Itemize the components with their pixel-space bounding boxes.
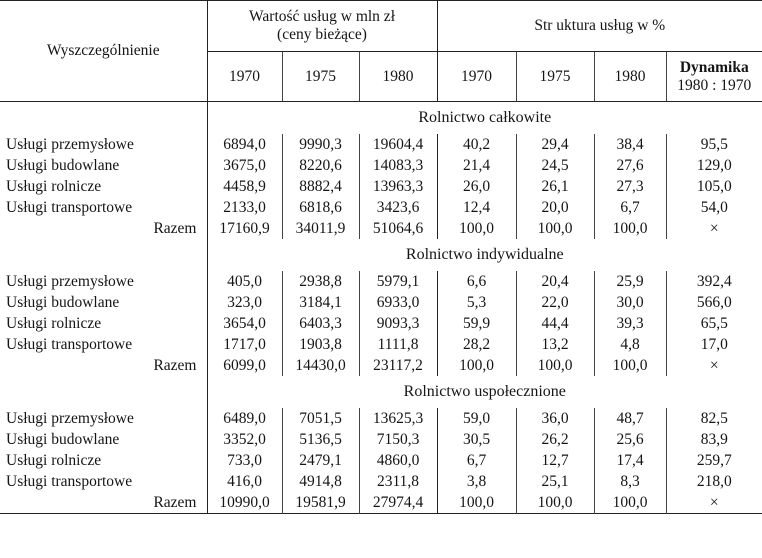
cell-s1970: 6,6 xyxy=(437,271,516,292)
section-label-spacer xyxy=(0,239,207,271)
cell-dyn: × xyxy=(666,355,762,376)
cell-v1975: 6403,3 xyxy=(282,313,359,334)
section-title: Rolnictwo całkowite xyxy=(207,102,762,135)
cell-s1980: 38,4 xyxy=(594,134,666,155)
cell-s1980: 100,0 xyxy=(594,492,666,514)
row-label: Usługi transportowe xyxy=(6,473,133,490)
section-label-spacer xyxy=(0,376,207,408)
cell-v1975: 2479,1 xyxy=(282,450,359,471)
cell-dyn: 54,0 xyxy=(666,197,762,218)
cell-s1975: 13,2 xyxy=(516,334,594,355)
cell-s1980: 4,8 xyxy=(594,334,666,355)
cell-dyn: 218,0 xyxy=(666,471,762,492)
cell-s1980: 48,7 xyxy=(594,408,666,429)
row-label: Usługi rolnicze xyxy=(6,452,102,469)
cell-s1980: 39,3 xyxy=(594,313,666,334)
cell-v1980: 13963,3 xyxy=(359,176,437,197)
cell-dyn: 259,7 xyxy=(666,450,762,471)
total-label: Razem xyxy=(153,494,197,511)
cell-s1970: 100,0 xyxy=(437,492,516,514)
table-row xyxy=(0,450,762,471)
header-dynamics-line1: Dynamika xyxy=(679,58,749,76)
cell-v1975: 14430,0 xyxy=(282,355,359,376)
cell-dyn: 392,4 xyxy=(666,271,762,292)
cell-v1970: 6894,0 xyxy=(207,134,282,155)
cell-v1980: 13625,3 xyxy=(359,408,437,429)
cell-s1975: 29,4 xyxy=(516,134,594,155)
cell-v1980: 1111,8 xyxy=(359,334,437,355)
cell-dyn: 105,0 xyxy=(666,176,762,197)
cell-s1970: 59,9 xyxy=(437,313,516,334)
header-value-line2: (ceny bieżące) xyxy=(277,26,367,43)
cell-dyn: × xyxy=(666,492,762,514)
cell-s1980: 27,3 xyxy=(594,176,666,197)
cell-s1970: 28,2 xyxy=(437,334,516,355)
cell-v1975: 8220,6 xyxy=(282,155,359,176)
cell-v1970: 3352,0 xyxy=(207,429,282,450)
header-value-line1: Wartość usług w mln zł xyxy=(249,8,395,25)
cell-v1970: 323,0 xyxy=(207,292,282,313)
table-row xyxy=(0,134,762,155)
cell-v1975: 5136,5 xyxy=(282,429,359,450)
cell-s1970: 12,4 xyxy=(437,197,516,218)
cell-s1975: 25,1 xyxy=(516,471,594,492)
header-year-value-1975: 1975 xyxy=(282,52,359,102)
cell-v1970: 733,0 xyxy=(207,450,282,471)
table-body xyxy=(0,102,762,514)
cell-s1975: 22,0 xyxy=(516,292,594,313)
cell-v1975: 19581,9 xyxy=(282,492,359,514)
header-dynamics xyxy=(666,52,762,102)
section-label-spacer xyxy=(0,102,207,135)
cell-s1975: 24,5 xyxy=(516,155,594,176)
cell-v1970: 6099,0 xyxy=(207,355,282,376)
cell-s1970: 21,4 xyxy=(437,155,516,176)
row-label: Usługi przemysłowe xyxy=(6,410,134,427)
cell-v1970: 1717,0 xyxy=(207,334,282,355)
cell-v1980: 6933,0 xyxy=(359,292,437,313)
cell-v1980: 51064,6 xyxy=(359,218,437,239)
table-row xyxy=(0,176,762,197)
cell-v1975: 9990,3 xyxy=(282,134,359,155)
table-row xyxy=(0,155,762,176)
cell-s1980: 17,4 xyxy=(594,450,666,471)
cell-s1975: 100,0 xyxy=(516,492,594,514)
cell-s1975: 100,0 xyxy=(516,355,594,376)
cell-dyn: 82,5 xyxy=(666,408,762,429)
cell-v1970: 405,0 xyxy=(207,271,282,292)
table-row xyxy=(0,355,762,376)
total-label: Razem xyxy=(153,357,197,374)
cell-v1970: 10990,0 xyxy=(207,492,282,514)
cell-v1975: 7051,5 xyxy=(282,408,359,429)
row-label: Usługi transportowe xyxy=(6,199,133,216)
cell-s1980: 25,9 xyxy=(594,271,666,292)
table-row xyxy=(0,218,762,239)
cell-v1970: 17160,9 xyxy=(207,218,282,239)
row-label: Usługi przemysłowe xyxy=(6,136,134,153)
cell-v1980: 3423,6 xyxy=(359,197,437,218)
cell-s1980: 27,6 xyxy=(594,155,666,176)
table-row xyxy=(0,292,762,313)
cell-v1975: 4914,8 xyxy=(282,471,359,492)
cell-v1975: 2938,8 xyxy=(282,271,359,292)
header-year-structure-1975: 1975 xyxy=(516,52,594,102)
cell-s1975: 44,4 xyxy=(516,313,594,334)
cell-dyn: 65,5 xyxy=(666,313,762,334)
cell-s1975: 12,7 xyxy=(516,450,594,471)
cell-s1970: 30,5 xyxy=(437,429,516,450)
cell-v1980: 7150,3 xyxy=(359,429,437,450)
header-year-structure-1970: 1970 xyxy=(437,52,516,102)
cell-dyn: 95,5 xyxy=(666,134,762,155)
row-label: Usługi budowlane xyxy=(6,157,120,174)
cell-v1970: 6489,0 xyxy=(207,408,282,429)
cell-s1970: 5,3 xyxy=(437,292,516,313)
table-row xyxy=(0,492,762,514)
cell-s1970: 40,2 xyxy=(437,134,516,155)
total-label: Razem xyxy=(153,220,197,237)
header-year-value-1980: 1980 xyxy=(359,52,437,102)
cell-s1970: 59,0 xyxy=(437,408,516,429)
table-row xyxy=(0,334,762,355)
row-label: Usługi budowlane xyxy=(6,431,120,448)
cell-v1975: 34011,9 xyxy=(282,218,359,239)
row-label: Usługi przemysłowe xyxy=(6,273,134,290)
header-structure-group: Str uktura usług w % xyxy=(437,1,762,52)
cell-s1970: 3,8 xyxy=(437,471,516,492)
table-row xyxy=(0,271,762,292)
cell-s1975: 36,0 xyxy=(516,408,594,429)
cell-v1975: 1903,8 xyxy=(282,334,359,355)
table-row xyxy=(0,313,762,334)
cell-v1970: 4458,9 xyxy=(207,176,282,197)
cell-v1975: 6818,6 xyxy=(282,197,359,218)
header-dynamics-line2: 1980 : 1970 xyxy=(677,76,752,94)
cell-v1980: 27974,4 xyxy=(359,492,437,514)
cell-v1970: 2133,0 xyxy=(207,197,282,218)
cell-v1970: 3654,0 xyxy=(207,313,282,334)
cell-s1970: 26,0 xyxy=(437,176,516,197)
cell-dyn: × xyxy=(666,218,762,239)
cell-s1975: 26,1 xyxy=(516,176,594,197)
table-row xyxy=(0,471,762,492)
cell-s1970: 100,0 xyxy=(437,218,516,239)
cell-s1975: 20,0 xyxy=(516,197,594,218)
cell-dyn: 83,9 xyxy=(666,429,762,450)
cell-v1980: 19604,4 xyxy=(359,134,437,155)
cell-v1980: 14083,3 xyxy=(359,155,437,176)
cell-dyn: 17,0 xyxy=(666,334,762,355)
cell-v1975: 3184,1 xyxy=(282,292,359,313)
cell-v1980: 9093,3 xyxy=(359,313,437,334)
cell-s1975: 26,2 xyxy=(516,429,594,450)
cell-s1970: 6,7 xyxy=(437,450,516,471)
section-header-row xyxy=(0,102,762,135)
row-label: Usługi rolnicze xyxy=(6,178,102,195)
cell-s1975: 100,0 xyxy=(516,218,594,239)
cell-s1980: 100,0 xyxy=(594,355,666,376)
cell-v1980: 4860,0 xyxy=(359,450,437,471)
header-value-group xyxy=(207,1,437,52)
header-year-structure-1980: 1980 xyxy=(594,52,666,102)
cell-s1975: 20,4 xyxy=(516,271,594,292)
table-row xyxy=(0,408,762,429)
section-title: Rolnictwo indywidualne xyxy=(207,239,762,271)
cell-v1970: 416,0 xyxy=(207,471,282,492)
cell-v1980: 5979,1 xyxy=(359,271,437,292)
section-header-row xyxy=(0,376,762,408)
cell-s1980: 30,0 xyxy=(594,292,666,313)
cell-s1980: 8,3 xyxy=(594,471,666,492)
cell-s1970: 100,0 xyxy=(437,355,516,376)
section-title: Rolnictwo uspołecznione xyxy=(207,376,762,408)
cell-dyn: 129,0 xyxy=(666,155,762,176)
row-label: Usługi budowlane xyxy=(6,294,120,311)
cell-v1970: 3675,0 xyxy=(207,155,282,176)
cell-s1980: 6,7 xyxy=(594,197,666,218)
cell-v1980: 23117,2 xyxy=(359,355,437,376)
cell-v1980: 2311,8 xyxy=(359,471,437,492)
cell-v1975: 8882,4 xyxy=(282,176,359,197)
header-wyszczegolnienie: Wyszczególnienie xyxy=(0,1,207,102)
table-row xyxy=(0,429,762,450)
section-header-row xyxy=(0,239,762,271)
header-year-value-1970: 1970 xyxy=(207,52,282,102)
row-label: Usługi rolnicze xyxy=(6,315,102,332)
row-label: Usługi transportowe xyxy=(6,336,133,353)
table-row xyxy=(0,197,762,218)
cell-s1980: 25,6 xyxy=(594,429,666,450)
cell-dyn: 566,0 xyxy=(666,292,762,313)
cell-s1980: 100,0 xyxy=(594,218,666,239)
